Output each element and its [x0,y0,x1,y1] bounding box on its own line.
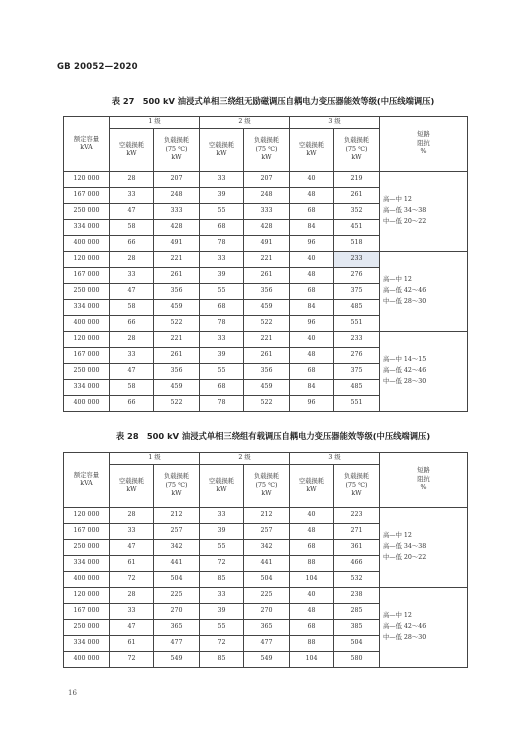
loss-cell: 441 [244,556,290,572]
loss-cell: 40 [290,252,334,268]
loss-cell: 39 [200,268,244,284]
loss-cell: 28 [110,172,154,188]
loss-cell: 276 [334,348,380,364]
loss-cell: 58 [110,300,154,316]
loss-cell: 33 [200,332,244,348]
header-text: kW [306,486,317,493]
load-loss-header [334,129,380,172]
loss-cell: 276 [334,268,380,284]
loss-cell: 28 [110,252,154,268]
capacity-cell: 334 000 [64,220,110,236]
load-loss-header [244,465,290,508]
impedance-line: 中—低 28～30 [383,297,427,305]
loss-cell: 78 [200,236,244,252]
loss-cell: 504 [244,572,290,588]
loss-cell: 356 [154,284,200,300]
header-text: kW [261,154,272,162]
loss-cell: 365 [154,620,200,636]
loss-cell: 55 [200,204,244,220]
level-header: 3 级 [290,117,380,129]
header-text: (75 ℃) [345,145,368,153]
loss-cell: 84 [290,300,334,316]
table-27-caption: 表 27 500 kV 油浸式单相三绕组无励磁调压自耦电力变压器能效等级(中压线端调压) [111,96,435,106]
loss-cell: 33 [200,508,244,524]
no-load-loss-header [110,465,154,508]
table-row [64,172,468,188]
loss-cell: 257 [244,524,290,540]
loss-cell: 68 [200,380,244,396]
header-text: (75 ℃) [255,145,278,153]
header-text: 负载损耗 [343,137,370,145]
impedance-line: 高—中 12 [383,612,412,620]
loss-cell: 477 [154,636,200,652]
header-row [64,117,468,129]
loss-cell: 33 [110,188,154,204]
capacity-cell: 334 000 [64,380,110,396]
loss-cell: 451 [334,220,380,236]
loss-cell: 104 [290,572,334,588]
loss-cell: 261 [244,268,290,284]
loss-cell: 33 [200,252,244,268]
loss-cell: 48 [290,524,334,540]
table-28 [63,452,468,668]
header-text: kW [216,150,227,157]
loss-cell: 485 [334,380,380,396]
loss-cell: 233 [334,332,380,348]
header-text: kVA [80,480,93,487]
loss-cell: 78 [200,316,244,332]
impedance-line: 高—低 42～46 [383,623,427,631]
capacity-cell: 120 000 [64,508,110,524]
loss-cell: 40 [290,508,334,524]
loss-cell: 48 [290,268,334,284]
loss-cell: 221 [244,252,290,268]
level-header: 3 级 [290,453,380,465]
loss-cell: 68 [200,300,244,316]
impedance-header [380,117,468,172]
loss-cell: 68 [200,220,244,236]
loss-cell: 549 [154,652,200,668]
loss-cell: 72 [200,636,244,652]
loss-cell: 522 [244,316,290,332]
loss-cell: 428 [244,220,290,236]
no-load-loss-header [200,465,244,508]
no-load-loss-header [200,129,244,172]
loss-cell: 441 [154,556,200,572]
loss-cell: 551 [334,316,380,332]
page-number: 16 [68,689,77,697]
loss-cell: 491 [244,236,290,252]
loss-cell: 78 [200,396,244,412]
header-text: 负载损耗 [253,137,280,145]
loss-cell: 55 [200,540,244,556]
capacity-cell: 250 000 [64,540,110,556]
loss-cell: 221 [154,252,200,268]
loss-cell: 88 [290,556,334,572]
impedance-line: 中—低 20～22 [383,553,427,561]
impedance-line: 中—低 28～30 [383,377,427,385]
loss-cell: 285 [334,604,380,620]
loss-cell: 96 [290,236,334,252]
impedance-line: 中—低 20～22 [383,217,427,225]
impedance-cell [380,508,468,588]
loss-cell: 361 [334,540,380,556]
rated-capacity-header [64,453,110,508]
loss-cell: 225 [154,588,200,604]
header-text: 空载损耗 [208,141,235,149]
no-load-loss-header [290,129,334,172]
header-text: kW [351,490,362,498]
header-text: 额定容量 [73,135,100,143]
loss-cell: 522 [154,316,200,332]
header-text: (75 ℃) [165,481,188,489]
load-loss-header [154,465,200,508]
loss-cell: 365 [244,620,290,636]
loss-cell: 333 [154,204,200,220]
loss-cell: 375 [334,364,380,380]
loss-cell: 68 [290,540,334,556]
loss-cell: 72 [110,572,154,588]
loss-cell: 221 [154,332,200,348]
loss-cell: 47 [110,540,154,556]
header-text: (75 ℃) [165,145,188,153]
loss-cell: 66 [110,396,154,412]
loss-cell: 356 [154,364,200,380]
loss-cell: 212 [244,508,290,524]
loss-cell: 549 [244,652,290,668]
loss-cell: 96 [290,316,334,332]
no-load-loss-header [110,129,154,172]
capacity-cell: 250 000 [64,620,110,636]
loss-cell: 219 [334,172,380,188]
loss-cell: 522 [154,396,200,412]
capacity-cell: 120 000 [64,172,110,188]
level-header: 2 级 [200,453,290,465]
loss-cell: 84 [290,380,334,396]
loss-cell: 518 [334,236,380,252]
capacity-cell: 334 000 [64,300,110,316]
header-text: kW [126,486,137,493]
header-text: 阻抗 [417,139,430,147]
header-text: 短路 [417,131,430,139]
loss-cell: 223 [334,508,380,524]
loss-cell: 40 [290,172,334,188]
loss-cell: 233 [334,252,380,268]
loss-cell: 459 [154,300,200,316]
capacity-cell: 400 000 [64,652,110,668]
loss-cell: 212 [154,508,200,524]
loss-cell: 58 [110,380,154,396]
loss-cell: 504 [154,572,200,588]
standard-code: GB 20052—2020 [57,62,138,72]
load-loss-header [334,465,380,508]
loss-cell: 88 [290,636,334,652]
loss-cell: 33 [200,588,244,604]
loss-cell: 207 [154,172,200,188]
load-loss-header [154,129,200,172]
impedance-cell [380,588,468,668]
loss-cell: 40 [290,588,334,604]
loss-cell: 39 [200,348,244,364]
loss-cell: 39 [200,524,244,540]
loss-cell: 85 [200,572,244,588]
loss-cell: 207 [244,172,290,188]
capacity-cell: 334 000 [64,636,110,652]
capacity-cell: 250 000 [64,204,110,220]
rated-capacity-header [64,117,110,172]
loss-cell: 48 [290,348,334,364]
impedance-line: 高—中 14～15 [383,356,427,364]
table-row [64,588,468,604]
loss-cell: 225 [244,588,290,604]
loss-cell: 491 [154,236,200,252]
level-header: 1 级 [110,453,200,465]
table-row [64,508,468,524]
loss-cell: 385 [334,620,380,636]
loss-cell: 47 [110,284,154,300]
loss-cell: 356 [244,284,290,300]
capacity-cell: 167 000 [64,524,110,540]
loss-cell: 261 [154,268,200,284]
loss-cell: 48 [290,188,334,204]
header-text: 阻抗 [417,475,430,483]
capacity-cell: 400 000 [64,572,110,588]
capacity-cell: 120 000 [64,252,110,268]
loss-cell: 61 [110,556,154,572]
loss-cell: 271 [334,524,380,540]
capacity-cell: 120 000 [64,332,110,348]
header-text: 空载损耗 [118,477,145,485]
impedance-line: 高—低 42～46 [383,287,427,295]
header-text: 空载损耗 [118,141,145,149]
loss-cell: 261 [244,348,290,364]
impedance-cell [380,172,468,252]
loss-cell: 33 [200,172,244,188]
loss-cell: 61 [110,636,154,652]
capacity-cell: 167 000 [64,348,110,364]
loss-cell: 28 [110,588,154,604]
loss-cell: 270 [244,604,290,620]
loss-cell: 72 [200,556,244,572]
loss-cell: 47 [110,364,154,380]
loss-cell: 459 [244,380,290,396]
loss-cell: 68 [290,364,334,380]
loss-cell: 459 [154,380,200,396]
header-text: 空载损耗 [298,477,325,485]
header-text: 额定容量 [73,471,100,479]
loss-cell: 270 [154,604,200,620]
table-row [64,252,468,268]
capacity-cell: 400 000 [64,316,110,332]
loss-cell: 428 [154,220,200,236]
loss-cell: 47 [110,204,154,220]
header-text: % [420,148,427,156]
impedance-cell [380,332,468,412]
loss-cell: 352 [334,204,380,220]
header-text: kW [261,490,272,498]
header-text: kW [126,150,137,157]
capacity-cell: 400 000 [64,396,110,412]
capacity-cell: 250 000 [64,364,110,380]
capacity-cell: 334 000 [64,556,110,572]
loss-cell: 39 [200,188,244,204]
loss-cell: 68 [290,620,334,636]
loss-cell: 261 [334,188,380,204]
loss-cell: 522 [244,396,290,412]
header-text: 短路 [417,467,430,475]
loss-cell: 40 [290,332,334,348]
loss-cell: 333 [244,204,290,220]
loss-cell: 375 [334,284,380,300]
loss-cell: 477 [244,636,290,652]
header-text: kW [216,486,227,493]
header-text: kW [171,154,182,162]
loss-cell: 96 [290,396,334,412]
table-row [64,332,468,348]
loss-cell: 58 [110,220,154,236]
loss-cell: 55 [200,284,244,300]
capacity-cell: 250 000 [64,284,110,300]
loss-cell: 257 [154,524,200,540]
header-text: kW [351,154,362,162]
load-loss-header [244,129,290,172]
loss-cell: 84 [290,220,334,236]
loss-cell: 342 [154,540,200,556]
loss-cell: 28 [110,508,154,524]
loss-cell: 55 [200,620,244,636]
loss-cell: 47 [110,620,154,636]
impedance-line: 高—中 12 [383,276,412,284]
loss-cell: 356 [244,364,290,380]
loss-cell: 33 [110,524,154,540]
level-header: 1 级 [110,117,200,129]
loss-cell: 221 [244,332,290,348]
header-text: kW [171,490,182,498]
impedance-line: 高—低 34～38 [383,207,427,215]
impedance-cell [380,252,468,332]
loss-cell: 68 [290,204,334,220]
loss-cell: 342 [244,540,290,556]
impedance-line: 中—低 28～30 [383,633,427,641]
loss-cell: 580 [334,652,380,668]
impedance-line: 高—低 42～46 [383,367,427,375]
capacity-cell: 167 000 [64,188,110,204]
header-text: 负载损耗 [343,473,370,481]
impedance-header [380,453,468,508]
header-text: 负载损耗 [163,137,190,145]
level-header: 2 级 [200,117,290,129]
loss-cell: 33 [110,348,154,364]
loss-cell: 261 [154,348,200,364]
impedance-line: 高—低 34～38 [383,543,427,551]
loss-cell: 504 [334,636,380,652]
header-text: (75 ℃) [255,481,278,489]
loss-cell: 459 [244,300,290,316]
loss-cell: 466 [334,556,380,572]
header-text: (75 ℃) [345,481,368,489]
no-load-loss-header [290,465,334,508]
loss-cell: 532 [334,572,380,588]
loss-cell: 85 [200,652,244,668]
table-27 [63,116,468,412]
header-text: 负载损耗 [253,473,280,481]
loss-cell: 66 [110,236,154,252]
loss-cell: 28 [110,332,154,348]
loss-cell: 66 [110,316,154,332]
loss-cell: 551 [334,396,380,412]
loss-cell: 104 [290,652,334,668]
capacity-cell: 167 000 [64,604,110,620]
loss-cell: 55 [200,364,244,380]
loss-cell: 33 [110,604,154,620]
loss-cell: 485 [334,300,380,316]
loss-cell: 248 [244,188,290,204]
header-text: kVA [80,144,93,151]
capacity-cell: 400 000 [64,236,110,252]
loss-cell: 39 [200,604,244,620]
loss-cell: 68 [290,284,334,300]
header-text: 空载损耗 [298,141,325,149]
loss-cell: 248 [154,188,200,204]
loss-cell: 48 [290,604,334,620]
loss-cell: 238 [334,588,380,604]
header-text: % [420,484,427,492]
table-28-caption: 表 28 500 kV 油浸式单相三绕组有载调压自耦电力变压器能效等级(中压线端调压) [115,431,431,441]
header-row [64,453,468,465]
header-text: 负载损耗 [163,473,190,481]
impedance-line: 高—中 12 [383,532,412,540]
loss-cell: 33 [110,268,154,284]
capacity-cell: 120 000 [64,588,110,604]
header-text: kW [306,150,317,157]
capacity-cell: 167 000 [64,268,110,284]
loss-cell: 72 [110,652,154,668]
impedance-line: 高—中 12 [383,196,412,204]
header-text: 空载损耗 [208,477,235,485]
